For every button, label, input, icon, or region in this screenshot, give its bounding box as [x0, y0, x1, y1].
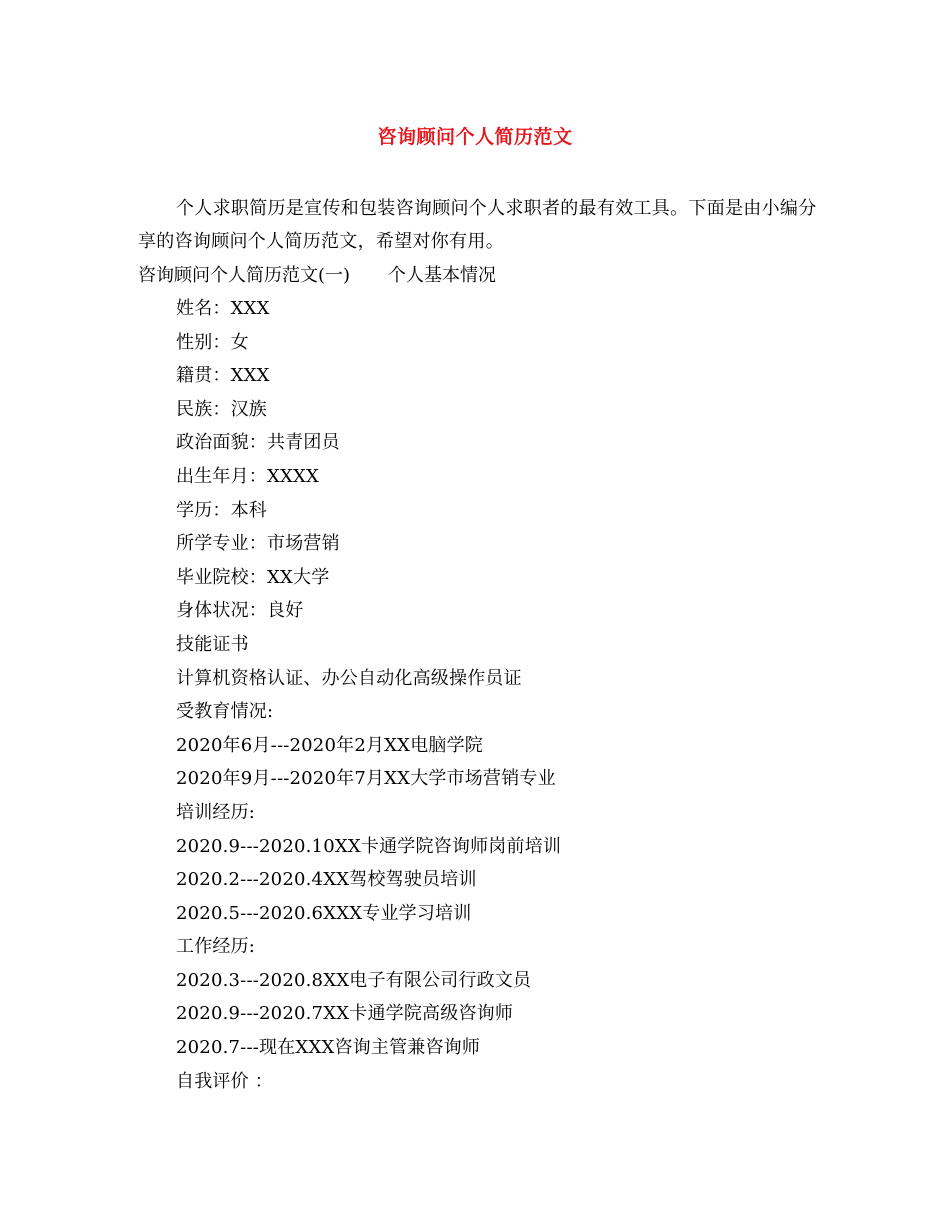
- resume-line: 民族：汉族: [176, 398, 267, 420]
- section-heading: [138, 262, 496, 290]
- resume-line: 2020年9月---2020年7月XX大学市场营销专业: [176, 768, 556, 790]
- resume-line: 性别：女: [176, 331, 249, 353]
- resume-line: 技能证书: [176, 633, 249, 655]
- resume-line: 2020年6月---2020年2月XX电脑学院: [176, 734, 483, 756]
- resume-line: 姓名：XXX: [176, 298, 270, 319]
- document-title: 咨询顾问个人简历范文: [377, 126, 573, 148]
- resume-line: 2020.9---2020.10XX卡通学院咨询师岗前培训: [176, 835, 562, 857]
- section-label: 咨询顾问个人简历范文(一): [138, 265, 351, 286]
- section-sub-label: 个人基本情况: [388, 265, 497, 286]
- intro-paragraph: 个人求职简历是宣传和包装咨询顾问个人求职者的最有效工具。下面是由小编分享的咨询顾问个人简历范文，希望对你有用。: [138, 198, 817, 252]
- resume-line: 计算机资格认证、办公自动化高级操作员证: [176, 667, 522, 689]
- resume-line: 工作经历:: [176, 936, 256, 958]
- resume-line: 籍贯：XXX: [176, 365, 270, 387]
- resume-line: 2020.9---2020.7XX卡通学院高级咨询师: [176, 1003, 514, 1025]
- resume-lines: [176, 295, 561, 1101]
- resume-line: 受教育情况:: [176, 701, 274, 723]
- resume-line: 所学专业：市场营销: [176, 533, 340, 555]
- resume-line: 2020.5---2020.6XXX专业学习培训: [176, 902, 472, 924]
- resume-line: 2020.2---2020.4XX驾校驾驶员培训: [176, 869, 477, 891]
- resume-line: 身体状况：良好: [176, 600, 304, 622]
- resume-line: 政治面貌：共青团员: [176, 432, 340, 454]
- resume-line: 毕业院校：XX大学: [176, 566, 330, 588]
- resume-line: 2020.3---2020.8XX电子有限公司行政文员: [176, 969, 532, 991]
- resume-line: 出生年月：XXXX: [176, 465, 320, 487]
- resume-line: 学历：本科: [176, 499, 267, 521]
- resume-line: 自我评价 ：: [176, 1070, 273, 1092]
- resume-line: 2020.7---现在XXX咨询主管兼咨询师: [176, 1037, 481, 1059]
- resume-line: 培训经历:: [176, 801, 256, 823]
